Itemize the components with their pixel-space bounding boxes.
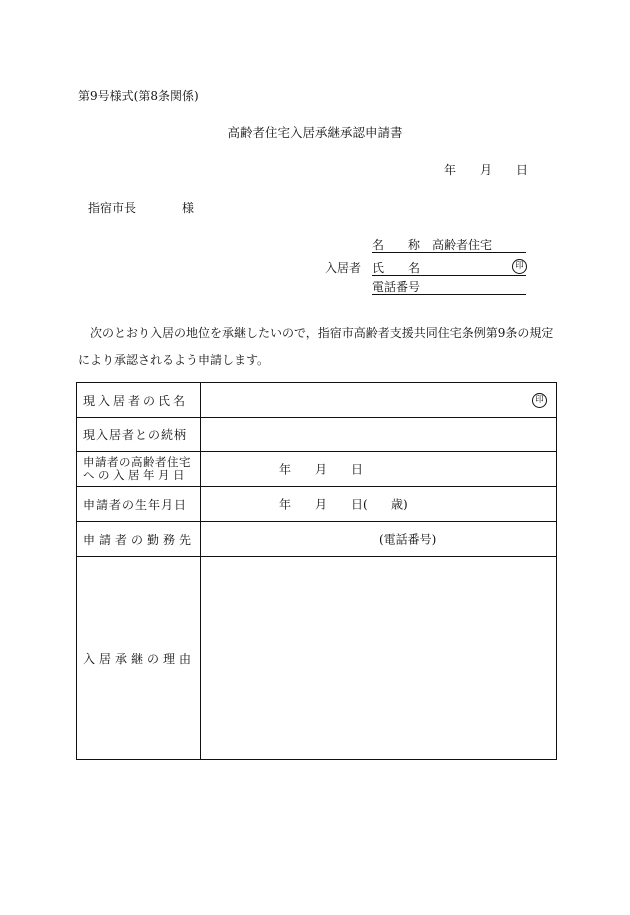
succession-reason-field[interactable] (201, 557, 557, 760)
birth-year-label: 年 (279, 497, 292, 512)
resident-label: 入居者 (325, 261, 362, 275)
move-in-year-label: 年 (279, 462, 292, 477)
current-resident-name-field[interactable] (201, 383, 557, 418)
age-label: 歳) (391, 497, 408, 512)
workplace-phone-label: (電話番号) (379, 532, 437, 547)
workplace-label: 申請者の勤務先 (77, 522, 201, 557)
applicant-name-line[interactable] (372, 235, 526, 253)
person-label-1: 氏 (372, 261, 385, 275)
document-title: 高齢者住宅入居承継承認申請書 (227, 125, 403, 140)
move-in-date-label-line1: 申請者の高齢者住宅 (83, 455, 191, 469)
move-in-date-label (77, 452, 201, 487)
move-in-month-label: 月 (315, 462, 328, 477)
addressee-name: 指宿市長 (88, 201, 137, 215)
table-row (77, 452, 557, 487)
seal-icon: 印 (532, 393, 547, 408)
table-row (77, 383, 557, 418)
move-in-date-field[interactable] (201, 452, 557, 487)
table-row (77, 522, 557, 557)
name-label-1: 名 (372, 238, 385, 252)
name-value: 高齢者住宅 (432, 238, 493, 252)
birth-day-label: 日( (351, 497, 368, 512)
birth-date-field[interactable] (201, 487, 557, 522)
table-row (77, 487, 557, 522)
workplace-field[interactable] (201, 522, 557, 557)
relationship-label: 現入居者との続柄 (77, 418, 201, 452)
table-row (77, 557, 557, 760)
current-resident-name-label: 現入居者の氏名 (77, 383, 201, 418)
application-table (76, 382, 557, 760)
relationship-field[interactable] (201, 418, 557, 452)
date-month-label: 月 (480, 163, 493, 177)
date-day-label: 日 (516, 163, 529, 177)
body-text (78, 320, 558, 374)
move-in-day-label: 日 (351, 462, 364, 477)
date-year-label: 年 (444, 163, 457, 177)
name-label-2: 称 (408, 238, 421, 252)
move-in-date-label-line2: への入居年月日 (83, 468, 188, 482)
applicant-phone-line[interactable] (372, 277, 526, 295)
form-number: 第9号様式(第8条関係) (78, 89, 199, 103)
addressee-suffix: 様 (182, 201, 195, 215)
body-line-2: により承認されるよう申請します。 (78, 353, 270, 367)
seal-icon: 印 (512, 259, 527, 274)
birth-date-label: 申請者の生年月日 (77, 487, 201, 522)
table-row (77, 418, 557, 452)
body-line-1: 次のとおり入居の地位を承継したいので，指宿市高齢者支援共同住宅条例第9条の規定 (90, 326, 554, 340)
succession-reason-label: 入居承継の理由 (77, 557, 201, 760)
person-label-2: 名 (408, 261, 421, 275)
phone-label: 電話番号 (372, 280, 421, 294)
birth-month-label: 月 (315, 497, 328, 512)
applicant-person-line[interactable] (372, 258, 526, 276)
